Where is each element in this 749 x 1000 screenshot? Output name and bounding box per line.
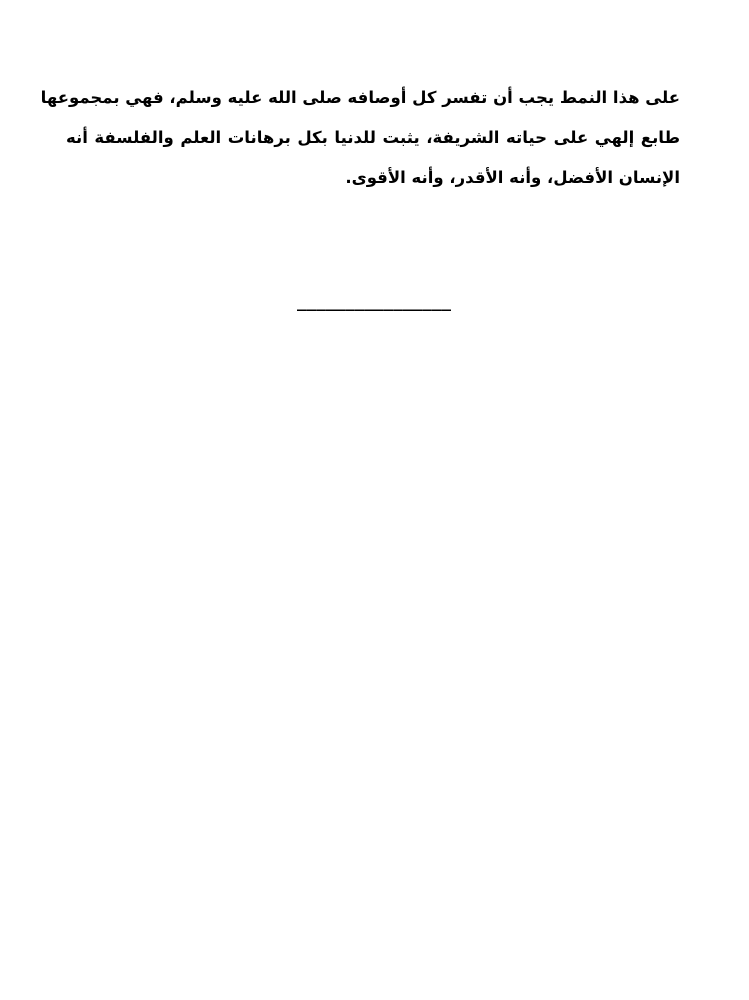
paragraph-line-2: طابع إلهي على حياته الشريفة، يثبت للدنيا بكل برهانات العلم والفلسفة أنه [66,128,680,147]
paragraph-line-3: الإنسان الأفضل، وأنه الأقدر، وأنه الأقوى. [345,168,680,187]
body-paragraph [40,78,680,198]
section-separator: ________________ [296,292,452,311]
paragraph-line-1: على هذا النمط يجب أن تفسر كل أوصافه صلى الله عليه وسلم، فهي بمجموعها [40,88,680,107]
